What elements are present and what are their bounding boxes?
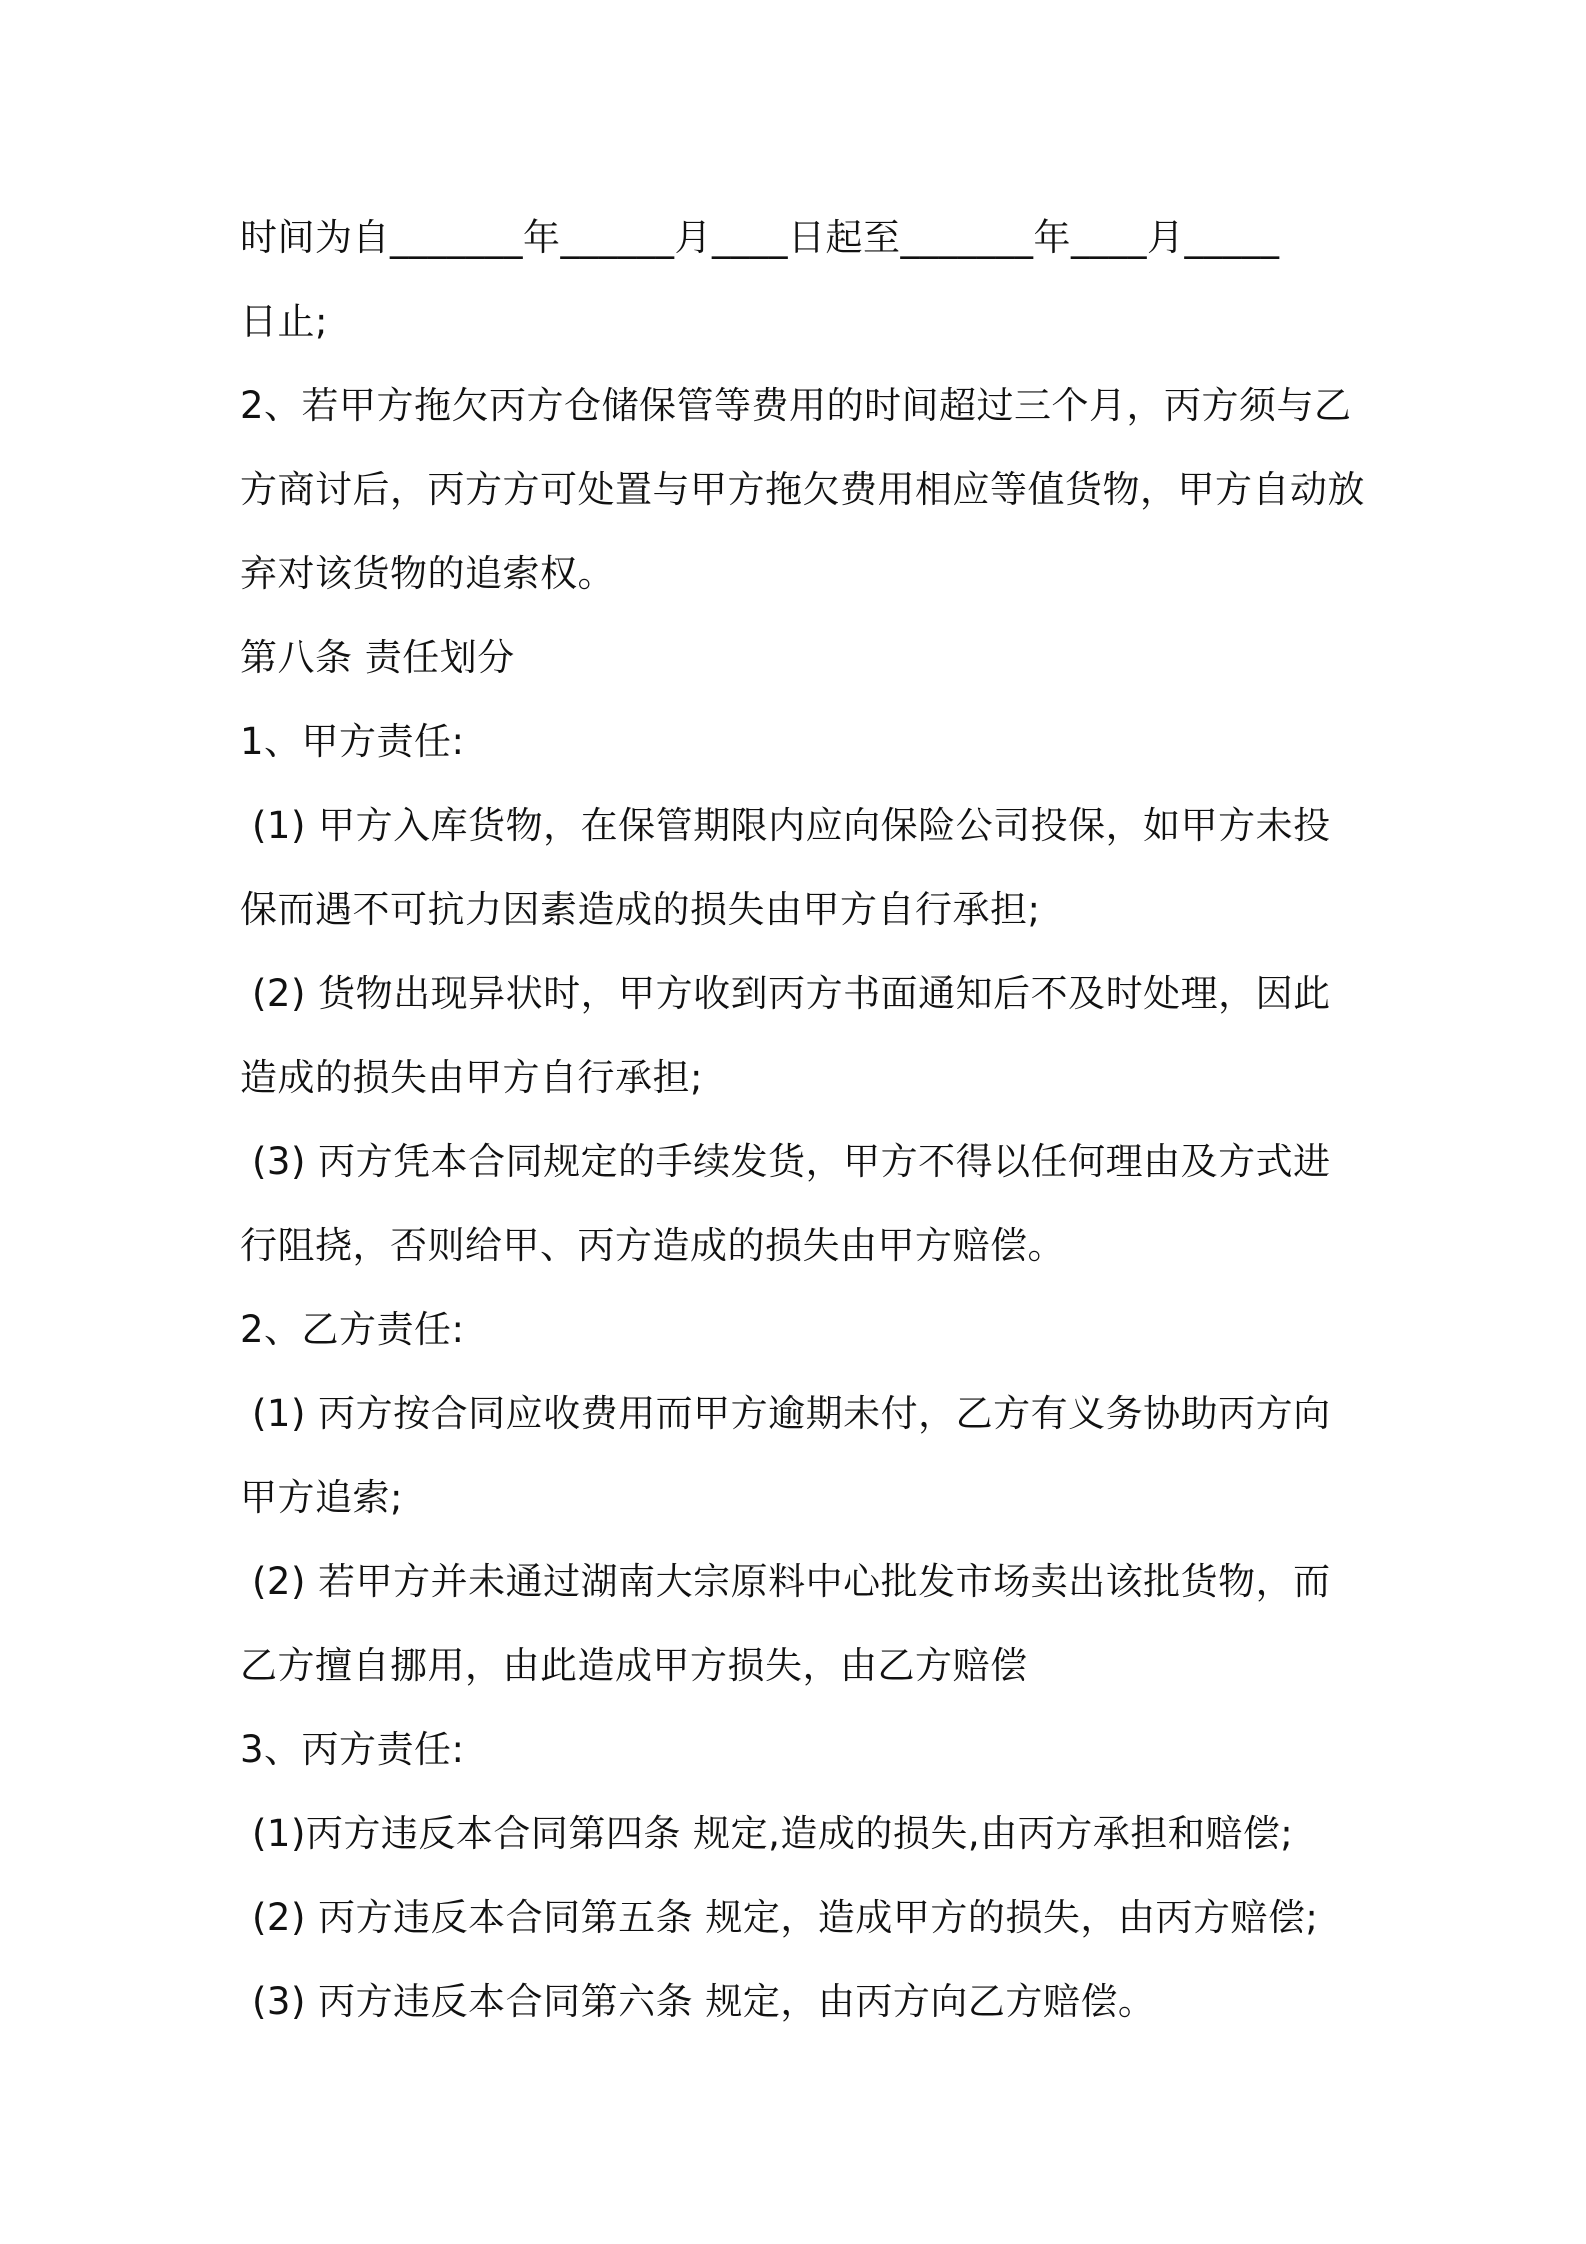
text-line: (1)丙方违反本合同第四条 规定,造成的损失,由丙方承担和赔偿; [252,1812,1294,1855]
text-line: 时间为自_______年______月____日起至_______年____月_____ [240,216,1280,259]
text-line: 方商讨后，丙方方可处置与甲方拖欠费用相应等值货物，甲方自动放 [240,468,1365,511]
text-line: 甲方追索; [240,1476,403,1519]
document-body [240,196,1365,2044]
text-line: 乙方擅自挪用，由此造成甲方损失，由乙方赔偿 [240,1644,1028,1687]
text-line: 日止; [240,300,328,343]
text-line: (3) 丙方凭本合同规定的手续发货，甲方不得以任何理由及方式进 [252,1140,1331,1183]
text-line: (2) 丙方违反本合同第五条 规定，造成甲方的损失，由丙方赔偿; [252,1896,1319,1939]
text-line: 行阻挠，否则给甲、丙方造成的损失由甲方赔偿。 [240,1224,1065,1267]
text-line: 造成的损失由甲方自行承担; [240,1056,703,1099]
subsection-heading: 1、甲方责任: [240,720,465,763]
subsection-heading: 3、丙方责任: [240,1728,465,1771]
section-heading: 第八条 责任划分 [240,636,515,679]
text-line: (3) 丙方违反本合同第六条 规定，由丙方向乙方赔偿。 [252,1980,1156,2023]
text-line: (2) 若甲方并未通过湖南大宗原料中心批发市场卖出该批货物，而 [252,1560,1331,1603]
text-line: 弃对该货物的追索权。 [240,552,615,595]
text-line: (1) 甲方入库货物，在保管期限内应向保险公司投保，如甲方未投 [252,804,1331,847]
subsection-heading: 2、乙方责任: [240,1308,465,1351]
text-line: (1) 丙方按合同应收费用而甲方逾期未付，乙方有义务协助丙方向 [252,1392,1331,1435]
text-line: 2、若甲方拖欠丙方仓储保管等费用的时间超过三个月，丙方须与乙 [240,384,1352,427]
text-line: (2) 货物出现异状时，甲方收到丙方书面通知后不及时处理，因此 [252,972,1331,1015]
text-line: 保而遇不可抗力因素造成的损失由甲方自行承担; [240,888,1041,931]
